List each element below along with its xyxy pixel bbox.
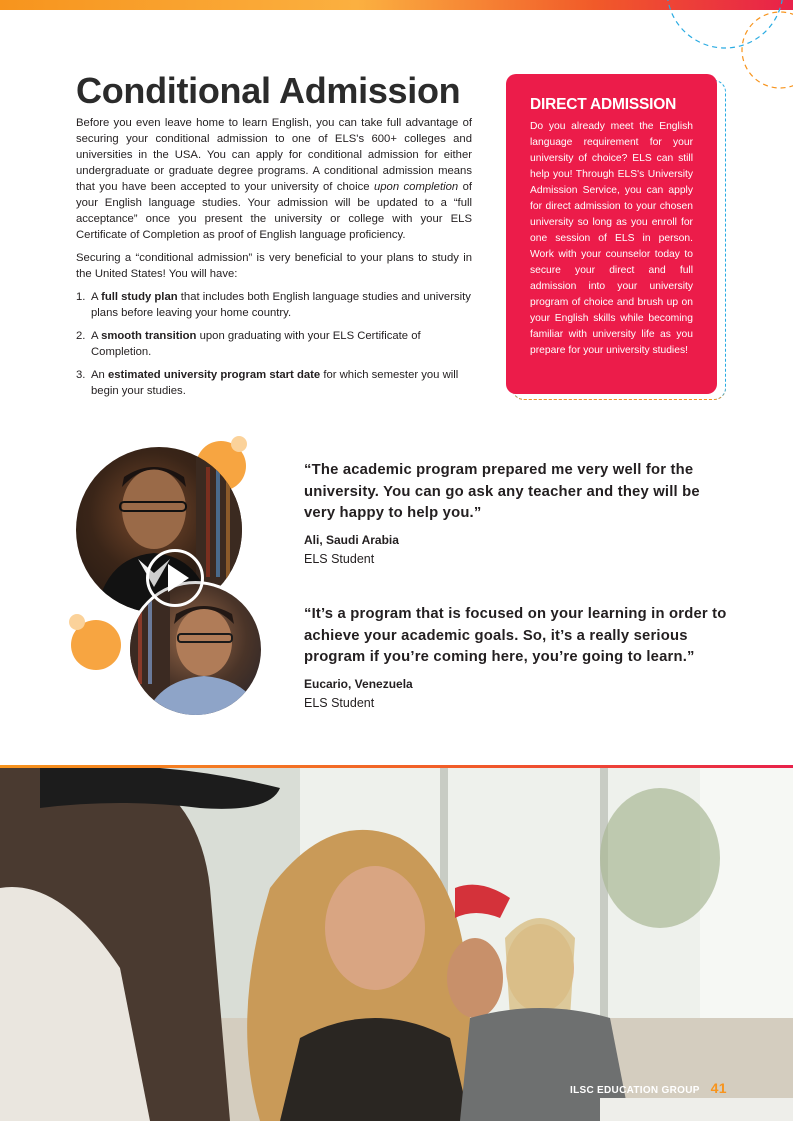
testimonial-1 (304, 460, 734, 566)
page-number: 41 (710, 1080, 727, 1096)
list-item: 1. A full study plan that includes both English language studies and university plans before leaving your home country. (76, 291, 471, 319)
classroom-photo-illustration (0, 768, 793, 1121)
intro-paragraph-1: Before you even leave home to learn English, you can take full advantage of securing your conditional admission to one of ELS's 600+ colleges and universities in the USA. You can apply for conditional admission for either undergraduate or graduate degree programs. A conditional admission means that you have been accepted to your university of choice upon completion of your English language studies. Your admission will be updated to a “full acceptance” once you present the university or college with your ELS Certificate of Completion as proof of English language proficiency. (76, 117, 473, 241)
intro-paragraph-2: Securing a “conditional admission” is very beneficial to your plans to study in the United States! You will have: (76, 252, 472, 280)
benefits-list (76, 289, 472, 399)
video-play-button[interactable] (146, 549, 204, 607)
testimonial-role: ELS Student (304, 695, 375, 710)
list-item: 2. A smooth transition upon graduating with your ELS Certificate of Completion. (76, 330, 421, 358)
footer-brand: ILSC EDUCATION GROUP (570, 1085, 700, 1096)
testimonial-quote: “The academic program prepared me very well for the university. You can go ask any teacher and they will be very happy to help you.” (304, 462, 700, 521)
direct-admission-body: Do you already meet the English language requirement for your university of choice? ELS can still help you! Through ELS's University Admission Service, you can apply for direct admission to your chosen university so long as you enroll for one session of ELS in person. Work with your counselor today to secure your direct and full admission into your university program of choice and brush up on your English skills while becoming familiar with university life as you prepare for your university studies! (530, 121, 693, 356)
testimonial-role: ELS Student (304, 551, 375, 566)
page-footer (570, 1080, 727, 1096)
intro-text (76, 115, 472, 406)
testimonial-name: Ali, Saudi Arabia (304, 532, 399, 547)
classroom-photo (0, 768, 793, 1121)
testimonial-quote: “It’s a program that is focused on your learning in order to achieve your academic goals. So, it’s a really serious program if you’re coming here, you’re going to learn.” (304, 606, 727, 665)
testimonial-name: Eucario, Venezuela (304, 676, 413, 691)
direct-admission-box (506, 74, 717, 394)
page-title: Conditional Admission (76, 70, 461, 111)
testimonial-2 (304, 604, 734, 710)
play-icon (149, 552, 201, 604)
list-item: 3. An estimated university program start date for which semester you will begin your studies. (76, 369, 459, 397)
direct-admission-title: DIRECT ADMISSION (530, 96, 677, 113)
student-portrait-illustration (130, 584, 264, 718)
